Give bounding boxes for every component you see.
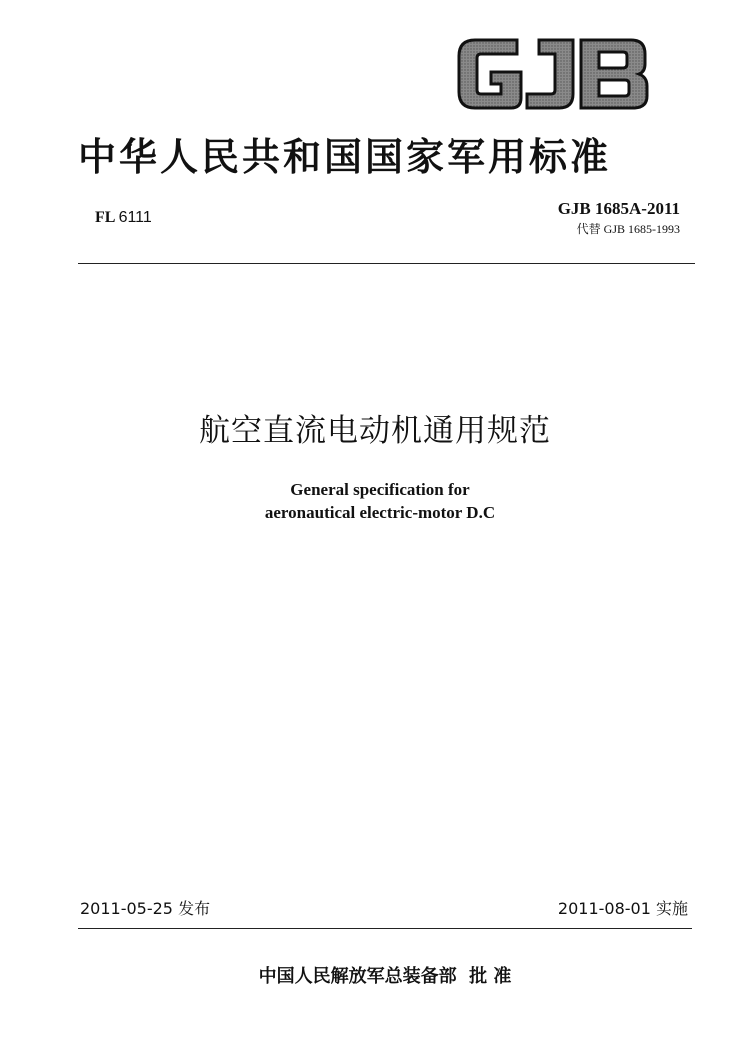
document-title-en-line1: General specification for xyxy=(290,480,470,499)
effective-date: 2011-08-01 实施 xyxy=(557,899,688,918)
header-divider xyxy=(78,263,695,264)
document-title-en xyxy=(0,478,750,524)
gjb-logo xyxy=(455,30,655,116)
standard-number: GJB 1685A-2011 xyxy=(557,199,680,218)
approving-authority: 中国人民解放军总装备部 批 准 xyxy=(258,966,512,987)
fl-classification xyxy=(95,209,152,227)
document-title-cn: 航空直流电动机通用规范 xyxy=(199,413,551,449)
replaces-standard: 代替 GJB 1685-1993 xyxy=(576,222,680,236)
footer-divider xyxy=(78,928,692,929)
main-title: 中华人民共和国国家军用标准 xyxy=(78,135,612,179)
issue-date: 2011-05-25 发布 xyxy=(80,899,211,918)
document-title-en-line2: aeronautical electric-motor D.C xyxy=(264,503,496,522)
fl-label: FL xyxy=(95,209,115,226)
fl-code-number: 6111 xyxy=(118,209,152,226)
